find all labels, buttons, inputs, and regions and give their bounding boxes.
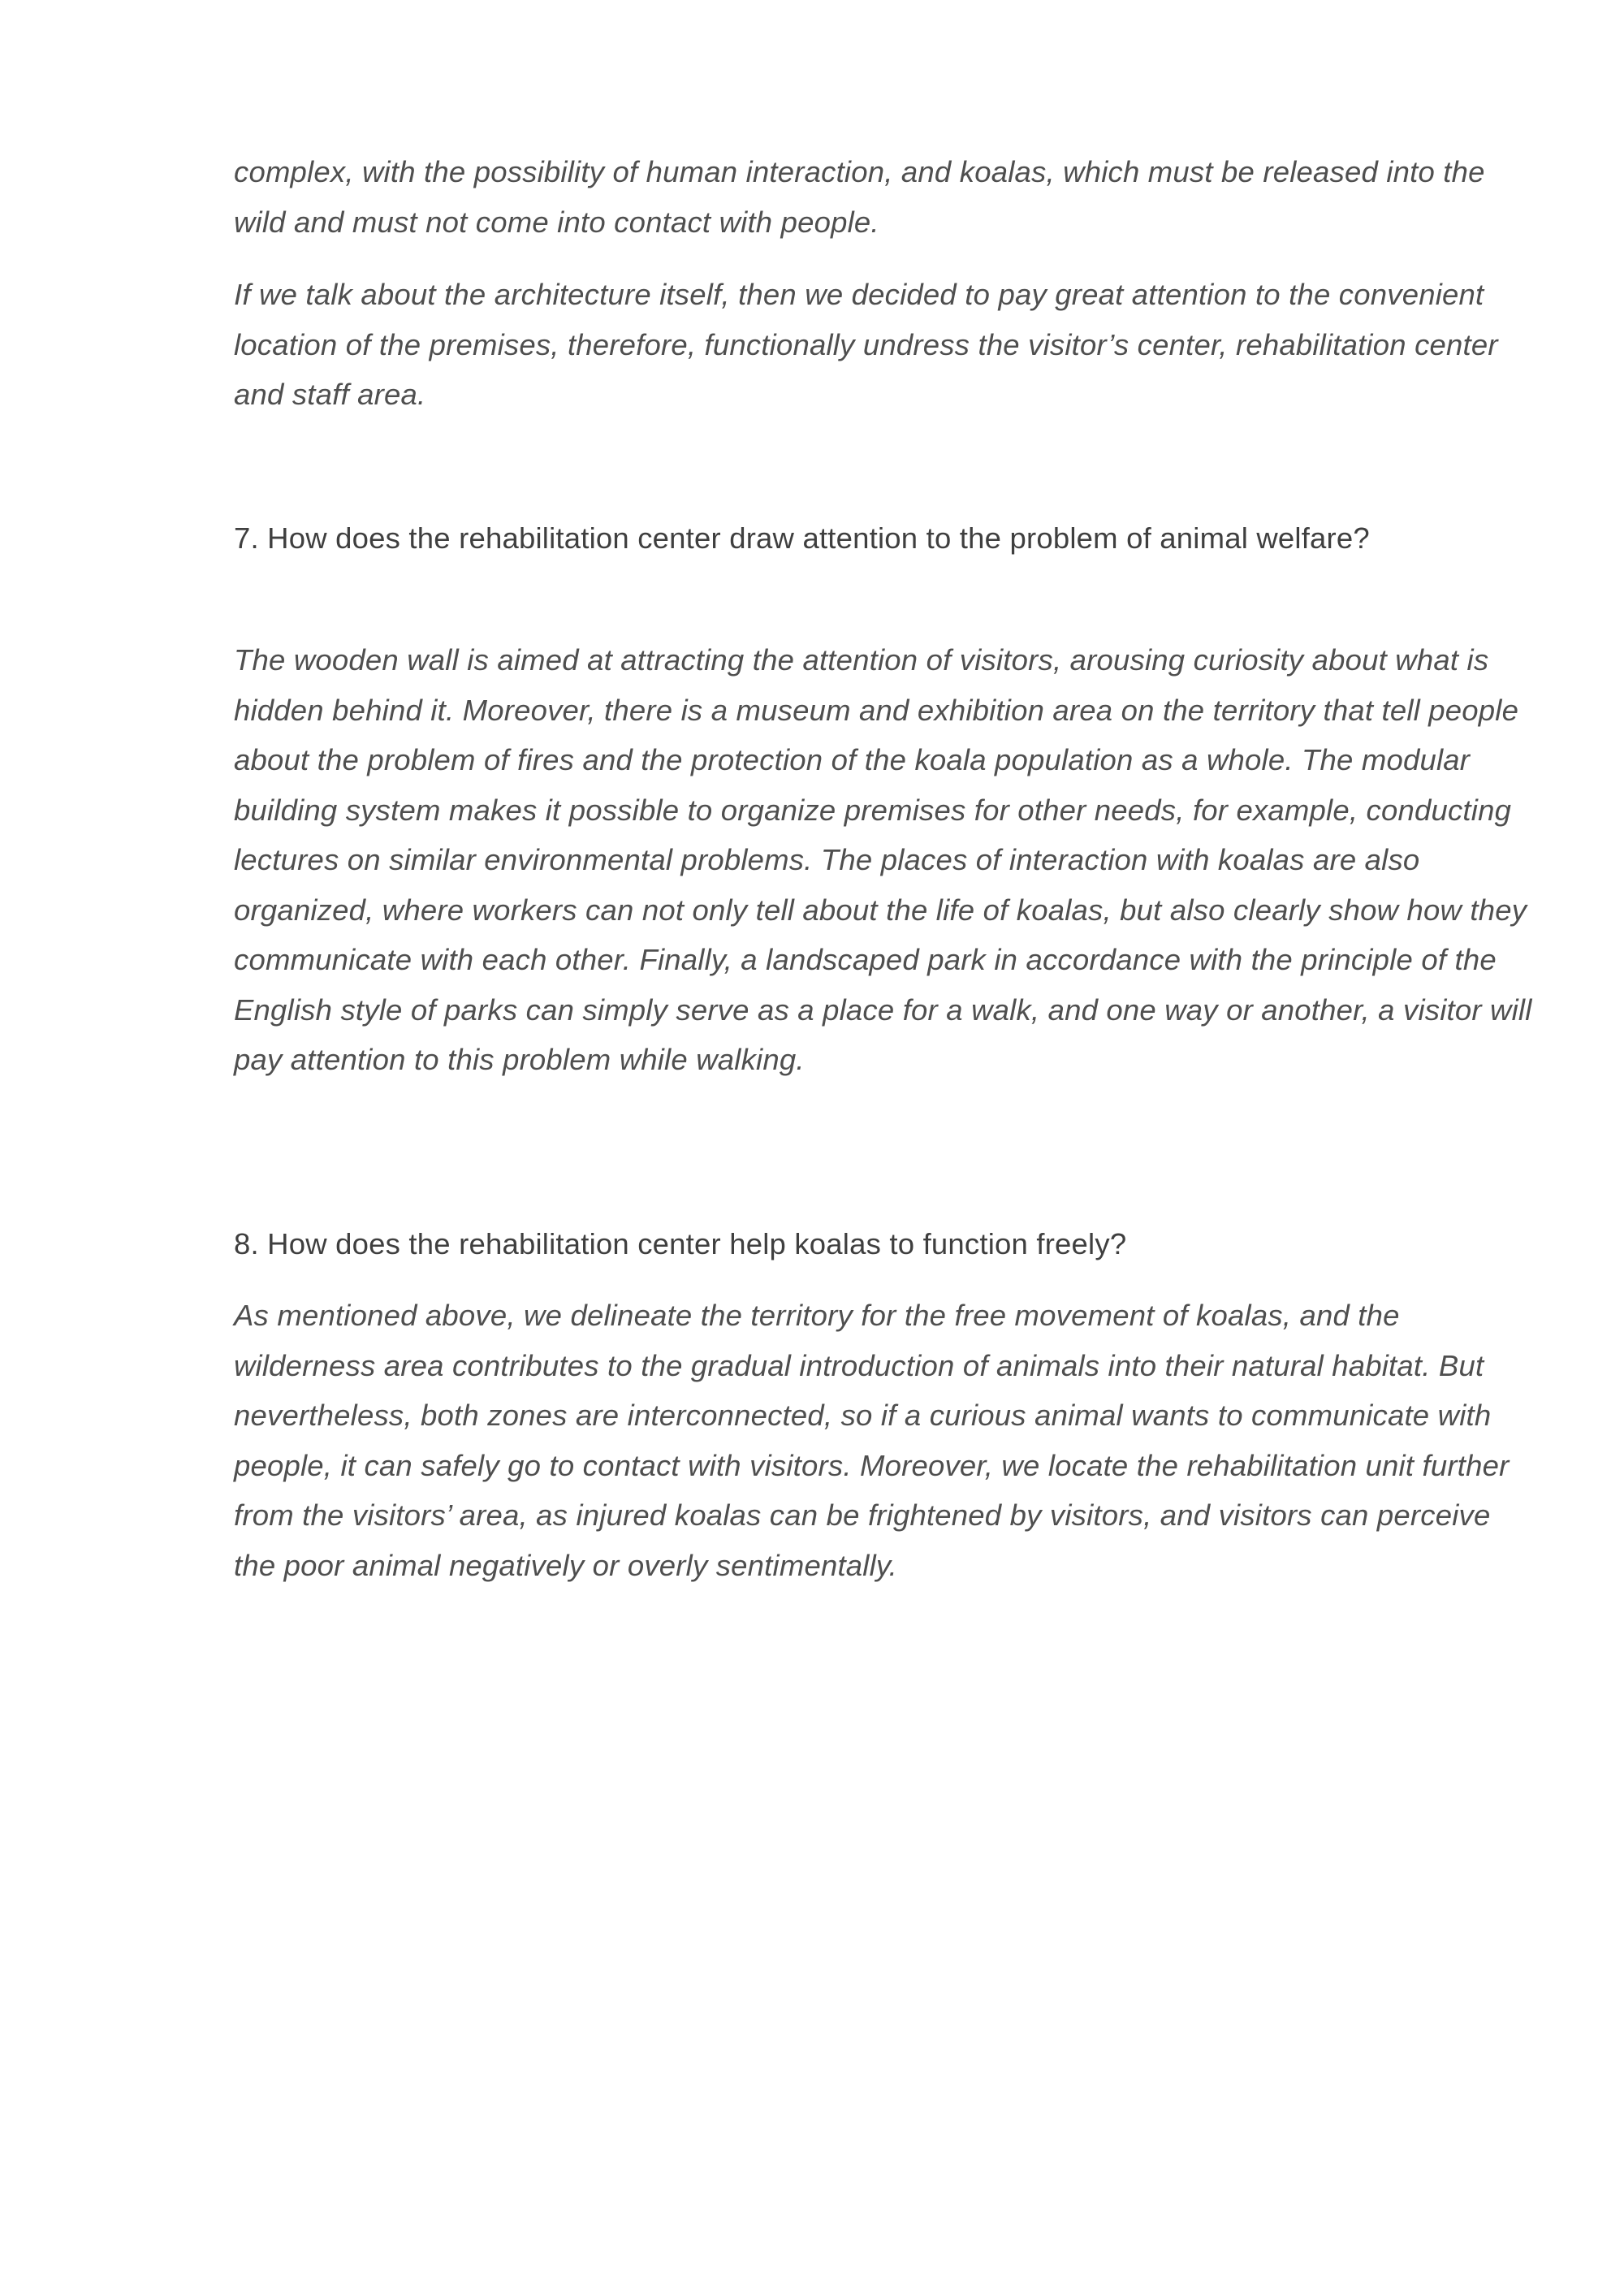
continuation-paragraph: complex, with the possibility of human interaction, and koalas, which must be released into the wild and must not come into contact with people. [234,155,1485,239]
answer-7-paragraph: The wooden wall is aimed at attracting the attention of visitors, arousing curiosity about what is hidden behind it. Moreover, there is a museum and exhibition area on the territory that tell people about the problem of fires and the protection of the koala population as a whole. The modular building system makes it possible to organize premises for other needs, for example, conducting lectures on similar environmental problems. The places of interaction with koalas are also organized, where workers can not only tell about the life of koalas, but also clearly show how they communicate with each other. Finally, a landscaped park in accordance with the principle of the English style of parks can simply serve as a place for a walk, and one way or another, a visitor will pay attention to this problem while walking. [234,643,1532,1076]
question-7-heading: 7. How does the rehabilitation center draw attention to the problem of animal welfare? [234,521,1370,555]
question-8-heading: 8. How does the rehabilitation center help koalas to function freely? [234,1227,1127,1260]
architecture-paragraph: If we talk about the architecture itself, then we decided to pay great attention to the convenient location of the premises, therefore, functionally undress the visitor’s center, rehabilitation center and staff area. [234,278,1498,411]
answer-8-paragraph: As mentioned above, we delineate the territory for the free movement of koalas, and the wilderness area contributes to the gradual introduction of animals into their natural habitat. But nevertheless, both zones are interconnected, so if a curious animal wants to communicate with people, it can safely go to contact with visitors. Moreover, we locate the rehabilitation unit further from the visitors’ area, as injured koalas can be frightened by visitors, and visitors can perceive the poor animal negatively or overly sentimentally. [234,1299,1510,1582]
